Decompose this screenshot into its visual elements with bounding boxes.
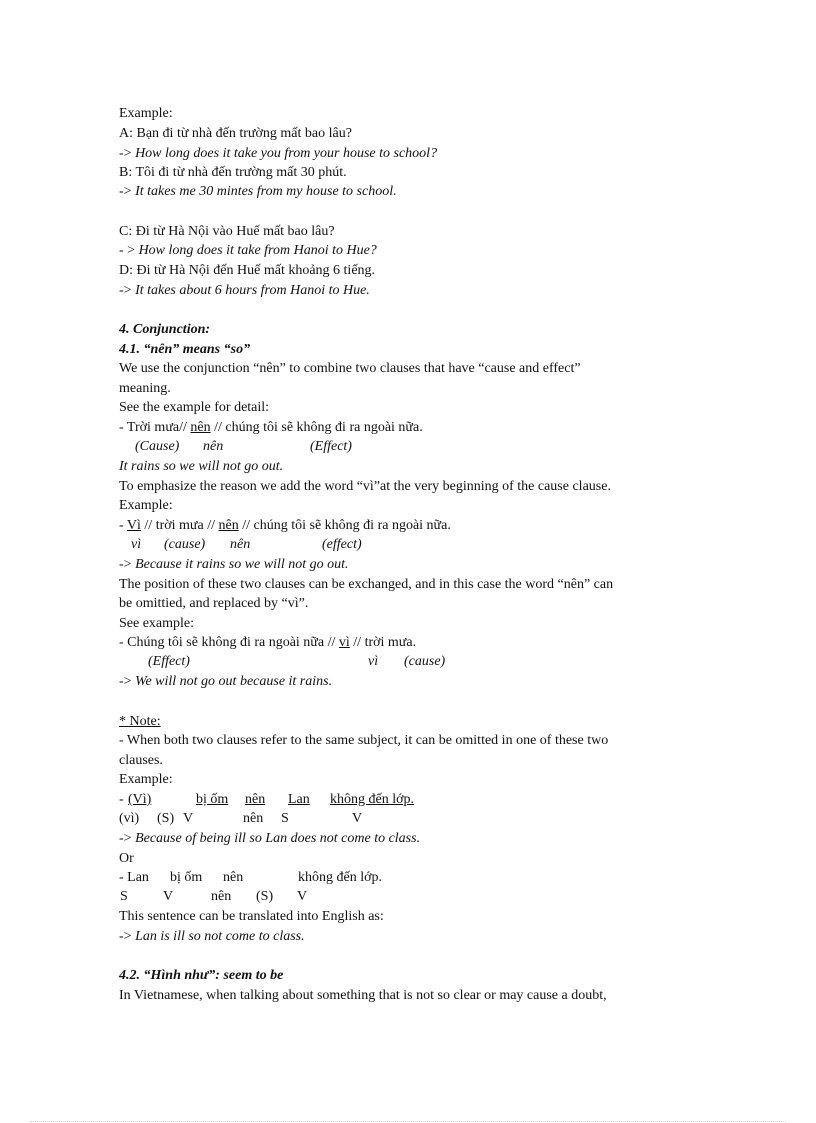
note-line-2: clauses. (119, 753, 163, 768)
clause-effect: // chúng tôi sẽ không đi ra ngoài nữa. (238, 518, 451, 533)
example-sentence-3 (119, 633, 416, 652)
arrow-prefix: -> (119, 674, 136, 689)
dash: - (119, 792, 124, 807)
label-cause: (cause) (164, 537, 206, 552)
arrow-prefix: -> (119, 283, 136, 298)
example-2-english: Because it rains so we will not go out. (135, 557, 349, 572)
tag-v: V (183, 811, 194, 826)
label-effect: (effect) (322, 537, 362, 552)
example-sentence-1 (119, 418, 423, 437)
arrow-prefix: -> (119, 831, 136, 846)
translation-english: Lan is ill so not come to class. (135, 929, 305, 944)
note-example-label: Example: (119, 772, 173, 787)
clause-cause: // trời mưa. (349, 635, 417, 650)
word-khong-den-lop: không đến lớp. (298, 870, 383, 885)
arrow-prefix: - > (119, 243, 139, 258)
word-vi: (Vì) (128, 792, 152, 807)
subsection-heading-nen: 4.1. “nên” means “so” (119, 342, 251, 357)
answer-d-line (119, 281, 370, 300)
tag-s: S (281, 811, 289, 826)
label-effect: (Effect) (148, 654, 190, 669)
label-effect: (Effect) (310, 439, 352, 454)
answer-b-line (119, 182, 397, 201)
note-line-1: - When both two clauses refer to the same subject, it can be omitted in one of these two (119, 733, 609, 748)
tag-nen: nên (211, 889, 232, 904)
word-lan: - Lan (119, 870, 149, 885)
see-example: See example: (119, 616, 195, 631)
conjunction-vi: Vì (126, 518, 141, 533)
answer-b-english: It takes me 30 mintes from my house to school. (135, 184, 397, 199)
example-sentence-2 (119, 516, 451, 535)
tag-s: (S) (157, 811, 175, 826)
example-2-english-line (119, 555, 349, 574)
tag-vi: (vì) (119, 811, 140, 826)
example-3-english: We will not go out because it rains. (135, 674, 333, 689)
footer-divider (30, 1121, 786, 1122)
dash: - (119, 518, 127, 533)
example-3-english-line (119, 672, 332, 691)
word-nen: nên (245, 792, 266, 807)
arrow-prefix: -> (119, 146, 136, 161)
see-detail: See the example for detail: (119, 400, 270, 415)
answer-c-english: How long does it take from Hanoi to Hue? (138, 243, 377, 258)
conjunction-word: nên (190, 420, 211, 435)
word-khong-den-lop: không đến lớp. (330, 792, 415, 807)
label-cause: (Cause) (135, 439, 180, 454)
arrow-prefix: -> (119, 929, 136, 944)
subsection-heading-hinh-nhu: 4.2. “Hình như”: seem to be (119, 968, 284, 983)
position-line-2: be omittied, and replaced by “vì”. (119, 596, 309, 611)
translate-line: This sentence can be translated into English as: (119, 909, 384, 924)
note-example-english-line (119, 829, 420, 848)
position-line-1: The position of these two clauses can be exchanged, and in this case the word “nên” can (119, 577, 614, 592)
tag-s: S (120, 889, 128, 904)
intro-line-1: We use the conjunction “nên” to combine two clauses that have “cause and effect” (119, 361, 581, 376)
answer-d-english: It takes about 6 hours from Hanoi to Hue. (135, 283, 370, 298)
label-vi: vì (368, 654, 379, 669)
example-label: Example: (119, 106, 173, 121)
emphasize-text: To emphasize the reason we add the word “vì”at the very beginning of the cause clause. (119, 479, 611, 494)
label-nen: nên (203, 439, 224, 454)
word-bi-om: bị ốm (196, 792, 229, 807)
question-d: D: Đi từ Hà Nội đến Huế mất khoảng 6 tiếng. (119, 263, 376, 278)
question-b: B: Tôi đi từ nhà đến trường mất 30 phút. (119, 165, 347, 180)
clause-effect: - Chúng tôi sẽ không đi ra ngoài nữa // (119, 635, 339, 650)
conjunction-nen: nên (218, 518, 239, 533)
word-bi-om: bị ốm (170, 870, 203, 885)
arrow-prefix: -> (119, 557, 136, 572)
label-vi: vì (131, 537, 142, 552)
answer-a-english: How long does it take you from your house to school? (135, 146, 438, 161)
answer-c-line (119, 241, 377, 260)
example-label-2: Example: (119, 498, 173, 513)
tag-v: V (163, 889, 174, 904)
tag-v: V (297, 889, 308, 904)
tag-nen: nên (243, 811, 264, 826)
answer-a-line (119, 144, 437, 163)
tag-s: (S) (256, 889, 274, 904)
word-lan: Lan (288, 792, 310, 807)
or-label: Or (119, 851, 134, 866)
intro-line-2: meaning. (119, 381, 171, 396)
clause-cause: - Trời mưa// (119, 420, 191, 435)
label-cause: (cause) (404, 654, 446, 669)
arrow-prefix: -> (119, 184, 136, 199)
seem-line-1: In Vietnamese, when talking about something that is not so clear or may cause a doubt, (119, 988, 607, 1003)
section-heading-conjunction: 4. Conjunction: (119, 322, 211, 337)
note-example-english: Because of being ill so Lan does not come to class. (135, 831, 421, 846)
note-label: * Note: (119, 714, 161, 729)
label-nen: nên (230, 537, 251, 552)
question-a: A: Bạn đi từ nhà đến trường mất bao lâu? (119, 126, 352, 141)
clause-cause: // trời mưa // (140, 518, 219, 533)
conjunction-vi: vì (338, 635, 350, 650)
tag-v: V (352, 811, 363, 826)
clause-effect: // chúng tôi sẽ không đi ra ngoài nữa. (210, 420, 423, 435)
question-c: C: Đi từ Hà Nội vào Huế mất bao lâu? (119, 224, 335, 239)
translation-line (119, 927, 305, 946)
word-nen: nên (223, 870, 244, 885)
example-1-english: It rains so we will not go out. (119, 459, 284, 474)
